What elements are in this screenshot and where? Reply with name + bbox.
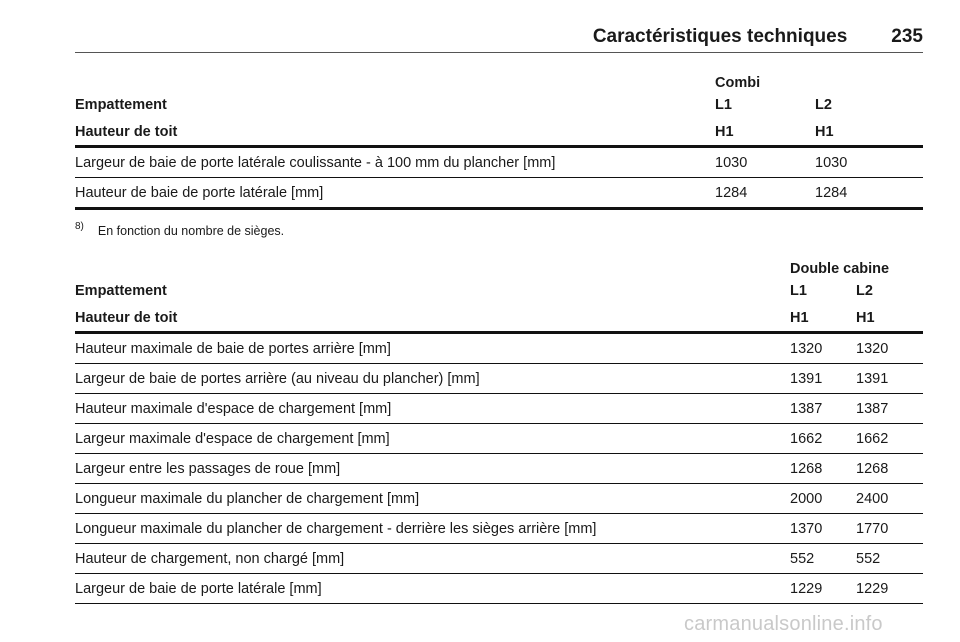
- page-header: [75, 26, 923, 53]
- table-row: [75, 544, 923, 574]
- row-value-1: 2000: [790, 484, 856, 514]
- header-row-hauteur: [75, 304, 923, 333]
- col2-header: H1: [856, 304, 923, 333]
- col1-header: H1: [790, 304, 856, 333]
- row-value-1: 1284: [715, 178, 815, 209]
- col1-header: L1: [790, 282, 807, 299]
- table-group-row: [75, 66, 923, 91]
- row-label: Longueur maximale du plancher de chargement [mm]: [75, 484, 790, 514]
- col2-header: H1: [815, 118, 923, 147]
- table-row: [75, 514, 923, 544]
- row-label: Hauteur maximale de baie de portes arrière [mm]: [75, 333, 790, 364]
- table-row: [75, 147, 923, 178]
- row-value-1: 1662: [790, 424, 856, 454]
- row-value-2: 1387: [856, 394, 923, 424]
- table-row: [75, 574, 923, 604]
- row-label: Hauteur de toit: [75, 118, 715, 147]
- col1-header: H1: [715, 118, 815, 147]
- row-value-2: 1770: [856, 514, 923, 544]
- row-label: Hauteur de toit: [75, 304, 790, 333]
- row-label: Largeur de baie de porte latérale [mm]: [75, 574, 790, 604]
- page-number: 235: [891, 26, 923, 47]
- row-value-2: 1391: [856, 364, 923, 394]
- header-row-empattement: [75, 91, 923, 118]
- row-value-2: 1662: [856, 424, 923, 454]
- table-cell: [75, 66, 715, 91]
- col1-header: L1: [715, 96, 732, 113]
- spec-table-double-cabine: [75, 252, 923, 604]
- row-value-1: 1391: [790, 364, 856, 394]
- row-label: Empattement: [75, 282, 167, 299]
- row-value-2: 552: [856, 544, 923, 574]
- row-value-1: 1268: [790, 454, 856, 484]
- col2-header: L2: [856, 282, 873, 299]
- row-value-2: 1320: [856, 333, 923, 364]
- col2-header: L2: [815, 96, 832, 113]
- row-label: Hauteur de baie de porte latérale [mm]: [75, 178, 715, 209]
- table-row: [75, 454, 923, 484]
- row-label: Longueur maximale du plancher de chargement - derrière les sièges arrière [mm]: [75, 514, 790, 544]
- footnote-text: En fonction du nombre de sièges.: [97, 224, 285, 238]
- table-row: [75, 484, 923, 514]
- watermark: carmanualsonline.info: [684, 613, 883, 635]
- row-value-1: 552: [790, 544, 856, 574]
- row-label: Largeur entre les passages de roue [mm]: [75, 454, 790, 484]
- footnote-mark: 8): [75, 221, 84, 232]
- row-value-2: 1030: [815, 147, 923, 178]
- row-label: Hauteur maximale d'espace de chargement [mm]: [75, 394, 790, 424]
- row-value-1: 1030: [715, 147, 815, 178]
- table-row: [75, 178, 923, 209]
- table-row: [75, 424, 923, 454]
- row-value-2: 1229: [856, 574, 923, 604]
- header-row-empattement: [75, 277, 923, 304]
- row-value-2: 1268: [856, 454, 923, 484]
- row-value-1: 1387: [790, 394, 856, 424]
- table-cell: [75, 252, 790, 277]
- row-label: Largeur maximale d'espace de chargement [mm]: [75, 424, 790, 454]
- row-label: Largeur de baie de porte latérale coulissante - à 100 mm du plancher [mm]: [75, 147, 715, 178]
- row-value-1: 1370: [790, 514, 856, 544]
- page-title: Caractéristiques techniques: [592, 26, 848, 47]
- row-label: Empattement: [75, 96, 167, 113]
- group-label: Double cabine: [790, 261, 890, 277]
- row-value-1: 1320: [790, 333, 856, 364]
- table-group-row: [75, 252, 923, 277]
- row-value-1: 1229: [790, 574, 856, 604]
- row-value-2: 2400: [856, 484, 923, 514]
- spec-table-combi: [75, 66, 923, 210]
- row-value-2: 1284: [815, 178, 923, 209]
- table-row: [75, 364, 923, 394]
- row-label: Largeur de baie de portes arrière (au niveau du plancher) [mm]: [75, 364, 790, 394]
- table-row: [75, 394, 923, 424]
- table-row: [75, 333, 923, 364]
- row-label: Hauteur de chargement, non chargé [mm]: [75, 544, 790, 574]
- group-label: Combi: [715, 75, 761, 91]
- footnote: [75, 221, 285, 238]
- header-row-hauteur: [75, 118, 923, 147]
